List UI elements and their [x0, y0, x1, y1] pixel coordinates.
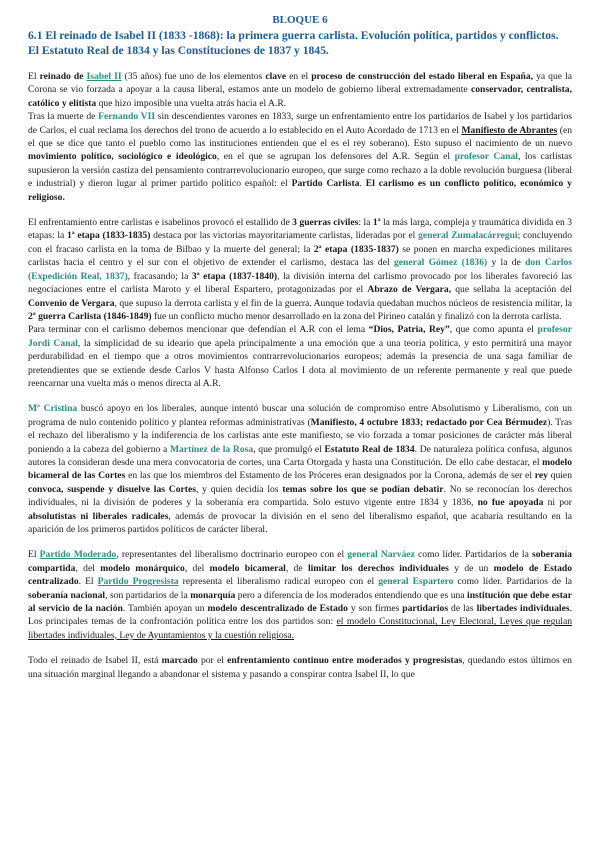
bold-run: Convenio de Vergara: [28, 297, 115, 309]
bold-run: soberanía compartida: [28, 549, 572, 574]
text-run: destaca por las victorias mayoritariamente carlistas, lideradas por el: [150, 230, 419, 242]
bold-run: clave: [265, 71, 287, 82]
text-run: , la división interna del carlismo provocado por los liberales favoreció las negociaciones entre el carlista Maroto y el liberal Espartero, protagonizadas por el: [28, 270, 572, 296]
bold-run: 1ª: [372, 217, 381, 229]
text-run: y son firmes: [347, 603, 403, 615]
text-run: , de: [285, 562, 308, 574]
text-run: Todo el reinado de Isabel II, está: [28, 655, 162, 667]
bold-run: libertades individuales: [476, 603, 570, 615]
text-run: El: [28, 549, 40, 561]
isabel-ii-link[interactable]: Isabel II: [86, 71, 122, 82]
paragraph-guerras-carlistas: [28, 216, 572, 323]
bold-run: modelo bicameral: [209, 562, 286, 574]
bold-run: temas sobre los que se podían debatir: [282, 483, 444, 495]
fernando-vii-highlight: Fernando VII: [98, 111, 156, 123]
text-run: , los carlistas supusieron la versión castiza del pensamiento contrarrevolucionario europeo, que surge como rechazo a la doble revolución burguesa (liberal e industrial) y dieron lugar al primer partido político español: el: [28, 151, 572, 190]
text-run: la más larga, compleja y traumática dividida en 3 etapas: la: [28, 217, 572, 242]
maria-cristina-highlight: Mª Cristina: [28, 403, 78, 415]
martinez-rosa-highlight: Martínez de la Rosa: [169, 443, 254, 455]
text-run: representa el liberalismo radical europeo con el: [178, 576, 379, 588]
text-run: se ponen en marcha expediciones militares carlistas hacia el centro y el sur con el objetivo de extender el carlismo, destaca las del: [28, 243, 573, 269]
bold-run: modelo descentralizado de Estado: [207, 603, 348, 615]
text-run: y la de: [487, 257, 526, 269]
text-run: , además de provocar la división en el seno del liberalismo español, que acabaría resultando en la aparición de los primeros partidos políticos de carácter liberal.: [28, 510, 572, 535]
bold-run: Estatuto Real de 1834: [324, 443, 415, 455]
text-run: fue un conflicto mucho menor desarrollado en la zona del Pirineo catalán y finalizó con la derrota carlista.: [151, 310, 562, 322]
text-run: quien: [547, 470, 572, 482]
jordi-canal-highlight: profesor Jordi Canal: [28, 324, 572, 349]
bold-run: proceso de construcción del estado liberal en España,: [311, 71, 534, 82]
bold-run: marcado: [161, 655, 198, 667]
text-run: ya que la Corona se vio forzada a apoyar a la causa liberal, estamos ante un modelo de gobierno liberal extremadamente: [28, 71, 572, 96]
text-run: sin descendientes varones en 1833, surge un enfrentamiento entre los partidarios de Isabel y los partidarios de Carlos, el cual reclama los derechos del trono de acuerdo a lo establecido en el Auto Acordado de 1713 en el: [28, 111, 572, 136]
text-run: que hizo imposible una vuelta atrás hacia el A.R.: [96, 97, 287, 109]
bold-run: conservador, centralista, católico y elitista: [28, 84, 572, 109]
text-run: Para terminar con el carlismo debemos mencionar que defendían el A.R con el lema: [28, 324, 369, 336]
bold-run: movimiento político, sociológico e ideológico: [28, 151, 217, 163]
paragraph-gap: [28, 536, 572, 548]
bold-run: Abrazo de Vergara,: [367, 284, 452, 296]
paragraph-lema-carlista: [28, 323, 572, 390]
text-run: , que supuso la derrota carlista y el fin de la guerra. Aunque todavía quedaban muchos núcleos de resistencia militar, la: [114, 297, 572, 309]
paragraph-gap: [28, 642, 572, 654]
text-run: , en el que se agrupan los defensores del A.R. Según el: [216, 151, 455, 163]
paragraph-reinado: [28, 70, 572, 110]
text-run: El: [28, 71, 40, 82]
bold-run: rey: [534, 470, 548, 482]
narvaez-highlight: general Narváez: [347, 549, 415, 561]
bold-run: enfrentamiento continuo entre moderados y progresistas: [227, 655, 463, 667]
text-run: . También apoyan un: [122, 603, 208, 615]
text-run: (35 años) fue uno de los elementos: [121, 71, 266, 82]
paragraph-enfrentamiento: [28, 654, 572, 681]
bold-run: Manifiesto, 4 octubre 1833; redactado por Cea Bérmudez: [310, 416, 548, 428]
manifiesto-abrantes: Manifiesto de Abrantes: [461, 124, 558, 136]
text-run: ; concluyendo con el fracaso carlista en la toma de Bilbao y la muerte del general; la: [28, 230, 572, 255]
zumalacarregui-highlight: general Zumalacárregui: [418, 230, 518, 242]
section-title: 6.1 El reinado de Isabel II (1833 -1868): la primera guerra carlista. Evolución política, partidos y conflictos. El Estatuto Real de 1834 y las Constituciones de 1837 y 1845.: [28, 29, 559, 57]
bold-run: limitar los derechos individuales: [307, 562, 449, 574]
bold-run: partidarios: [402, 603, 449, 615]
profesor-canal-highlight: profesor Canal: [454, 151, 518, 163]
text-run: , del: [75, 562, 101, 574]
paragraph-fernando-vii: [28, 110, 572, 204]
bold-run: El carlismo es un conflicto político, económico y religioso.: [28, 178, 572, 203]
text-run: como líder. Partidarios de la: [453, 576, 572, 588]
bold-run: modelo bicameral de las Cortes: [28, 456, 572, 482]
text-run: , representantes del liberalismo doctrinario europeo con el: [116, 549, 348, 561]
bold-run: modelo monárquico: [100, 562, 185, 574]
espartero-highlight: general Espartero: [378, 576, 454, 588]
text-run: ). Tras el rechazo del liberalismo y la indiferencia de los carlistas ante este manifiesto, se vio forzada a tomar posiciones de carácter más liberal poniendo a la cabeza del gobierno a: [28, 416, 573, 455]
text-run: , son partidarios de la: [105, 589, 191, 601]
bold-run: 3 guerras civiles: [292, 217, 359, 229]
bold-run: institución que debe estar al servicio de la nación: [28, 589, 572, 615]
bold-run: “Dios, Patria, Rey”: [368, 324, 450, 336]
text-run: . Los principales temas de la confrontación política entre los dos partidos son:: [28, 603, 572, 628]
text-run: Tras la muerte de: [28, 111, 99, 123]
bold-run: 2ª guerra Carlista (1846-1849): [28, 310, 152, 322]
text-run: , y quien decidía los: [195, 483, 283, 495]
text-run: , la simplicidad de su ideario que apela principalmente a una emoción que a una teoría política, y esto permitirá una mayor perdurabilidad en el tiempo que a otros movimientos contrarrevolucionarios europeos; además la presencia de una saga familiar de pretendientes que se extiende desde Carlos V hasta Alfonso Carlos I dota al movimiento de un referente permanente y real que puede reencarnar una vuelta más o menos directa al A.R.: [28, 337, 572, 389]
text-run: . No se reconocían los derechos individuales, ni la división de poderes y la soberanía era compartida. Solo estuvo vigente entre 1834 y 1836,: [28, 483, 572, 509]
text-run: y de un: [448, 562, 494, 574]
text-run: que sellaba la aceptación del: [451, 284, 573, 296]
text-run: , que como apunta el: [449, 324, 538, 336]
text-run: , fracasando; la: [127, 270, 192, 282]
text-run: buscó apoyo en los liberales, aunque intentó buscar una solución de compromiso entre Absolutismo y Liberalismo, con un programa de nulo contenido político y plantea reformas administrativas (: [28, 403, 572, 428]
partido-progresista-link[interactable]: Partido Progresista: [97, 576, 179, 588]
paragraph-gap: [28, 390, 572, 402]
text-run: (en el que se dice que tanto el pueblo como las instituciones entienden que el es el rey soberano). Esto supuso el nacimiento de un nuevo: [28, 124, 572, 150]
temas-confrontacion: el modelo Constitucional, Ley Electoral, Leyes que regulan libertades individuales, Ley de Ayuntamientos y la cuestión religiosa.: [28, 616, 572, 641]
text-run: .: [359, 178, 366, 190]
bold-run: 1ª etapa (1833-1835): [66, 230, 151, 242]
bold-run: 2ª etapa (1835-1837): [313, 243, 399, 255]
bold-run: Partido Carlista: [291, 178, 360, 190]
bold-run: 3ª etapa (1837-1840): [191, 270, 278, 282]
bold-run: convoca, suspende y disuelve las Cortes: [28, 483, 196, 495]
text-run: . De naturaleza política confusa, algunos autores la consideran desde una mera convocatoria de cortes, una Carta Otorgada y hasta una Constitución. De ello cabe destacar, el: [28, 443, 572, 468]
partido-moderado-link[interactable]: Partido Moderado: [39, 549, 117, 561]
bold-run: modelo de Estado centralizado: [28, 562, 573, 588]
text-run: , quedando estos últimos en una situación marginal llegando a abandonar el sistema y pasando a conspirar contra Isabel II, lo que: [28, 655, 572, 680]
paragraph-partidos: [28, 548, 572, 642]
bold-run: soberanía nacional: [28, 589, 106, 601]
text-run: , del: [184, 562, 210, 574]
bold-run: reinado de: [39, 71, 87, 82]
bloque-label: BLOQUE 6: [272, 14, 328, 26]
text-run: por el: [197, 655, 228, 667]
text-run: ni por: [543, 497, 573, 509]
bold-run: absolutistas ni liberales radicales: [28, 510, 169, 522]
bold-run: no fue apoyada: [477, 497, 544, 509]
text-run: El enfrentamiento entre carlistas e isabelinos provocó el estallido de: [28, 217, 293, 229]
text-run: en las que los miembros del Estamento de los Próceres eran designados por la Corona, además de ser el: [125, 470, 535, 482]
text-run: pero a diferencia de los moderados entendiendo que es una: [235, 589, 468, 601]
text-run: . El: [78, 576, 98, 588]
text-run: de las: [448, 603, 477, 615]
paragraph-gap: [28, 204, 572, 216]
text-run: : la: [358, 217, 373, 229]
text-run: en el: [286, 71, 312, 82]
don-carlos-highlight: don Carlos (Expedición Real, 1837): [28, 257, 572, 282]
text-run: , que promulgó el: [253, 443, 325, 455]
bold-run: monarquía: [190, 589, 236, 601]
text-run: como líder. Partidarios de la: [414, 549, 532, 561]
paragraph-maria-cristina: [28, 402, 572, 536]
general-gomez-highlight: general Gómez (1836): [393, 257, 488, 269]
